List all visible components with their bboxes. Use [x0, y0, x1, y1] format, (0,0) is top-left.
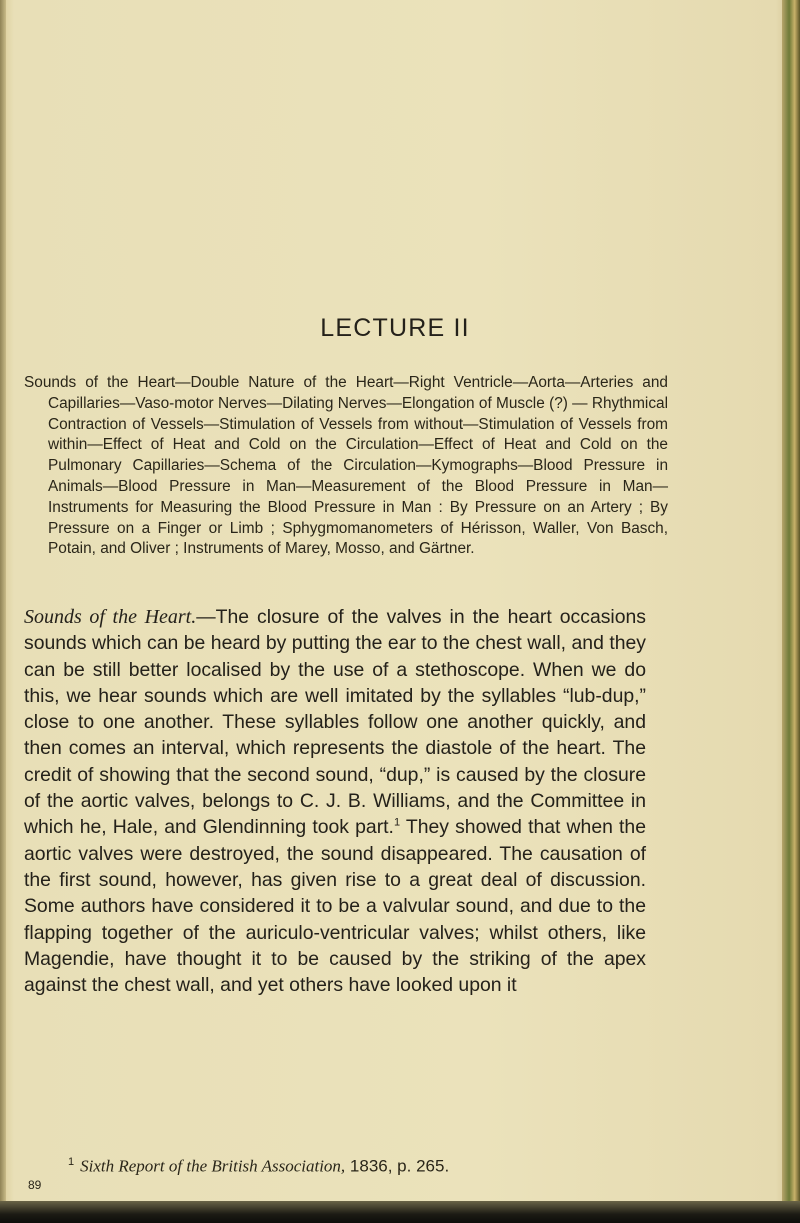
scan-bottom-edge — [0, 1201, 800, 1223]
book-binding-edge — [782, 0, 800, 1223]
footnote-reference: 1 — [393, 816, 401, 829]
body-text-part-1: —The closure of the valves in the heart occasions sounds which can be heard by putting the ear to the chest wall, and they can be still better localised by the use of a stethoscope. When we do this, we hear sounds which are well imitated by the syllables “lub-dup,” close to one another. These syllables follow one another quickly, and then comes an interval, which represents the diastole of the heart. The credit of showing that the second sound, “dup,” is caused by the closure of the aortic valves, belongs to C. J. B. Williams, and the Committee in which he, Hale, and Glendinning took part. — [24, 606, 646, 839]
body-text-part-2: They showed that when the aortic valves were destroyed, the sound disappeared. The causation of the first sound, however, has given rise to a great deal of discussion. Some authors have considered it to be a valvular sound, and due to the flapping together of the auriculo-ventricular valves; whilst others, like Magendie, have thought it to be caused by the striking of the apex against the chest wall, and yet others have looked upon it — [24, 816, 647, 997]
footnote-mark: 1 — [68, 1156, 75, 1168]
footnote-title: Sixth Report of the British Association, — [80, 1156, 346, 1176]
page-number: 89 — [28, 1178, 42, 1192]
section-lead: Sounds of the Heart. — [24, 606, 197, 628]
page-left-edge — [0, 0, 6, 1223]
lecture-summary: Sounds of the Heart—Double Nature of the Heart—Right Ventricle—Aorta—Arteries and Capillaries—Vaso-motor Nerves—Dilating Nerves—Elongation of Muscle (?) — Rhythmical Contraction of Vessels—Stimulation of Vessels from without—Stimulation of Vessels from within—Effect of Heat and Cold on the Circulation—Effect of Heat and Cold on the Pulmonary Capillaries—Schema of the Circulation—Kymographs—Blood Pressure in Animals—Blood Pressure in Man—Measurement of the Blood Pressure in Man—Instruments for Measuring the Blood Pressure in Man : By Pressure on an Artery ; By Pressure on a Finger or Limb ; Sphygmomanometers of Hérisson, Waller, Von Basch, Potain, and Oliver ; Instruments of Marey, Mosso, and Gärtner. — [24, 374, 668, 558]
lecture-heading: LECTURE II — [320, 314, 470, 342]
footnote-citation: 1836, p. 265. — [345, 1156, 450, 1176]
footnote — [68, 1156, 668, 1177]
body-paragraph — [24, 604, 646, 998]
